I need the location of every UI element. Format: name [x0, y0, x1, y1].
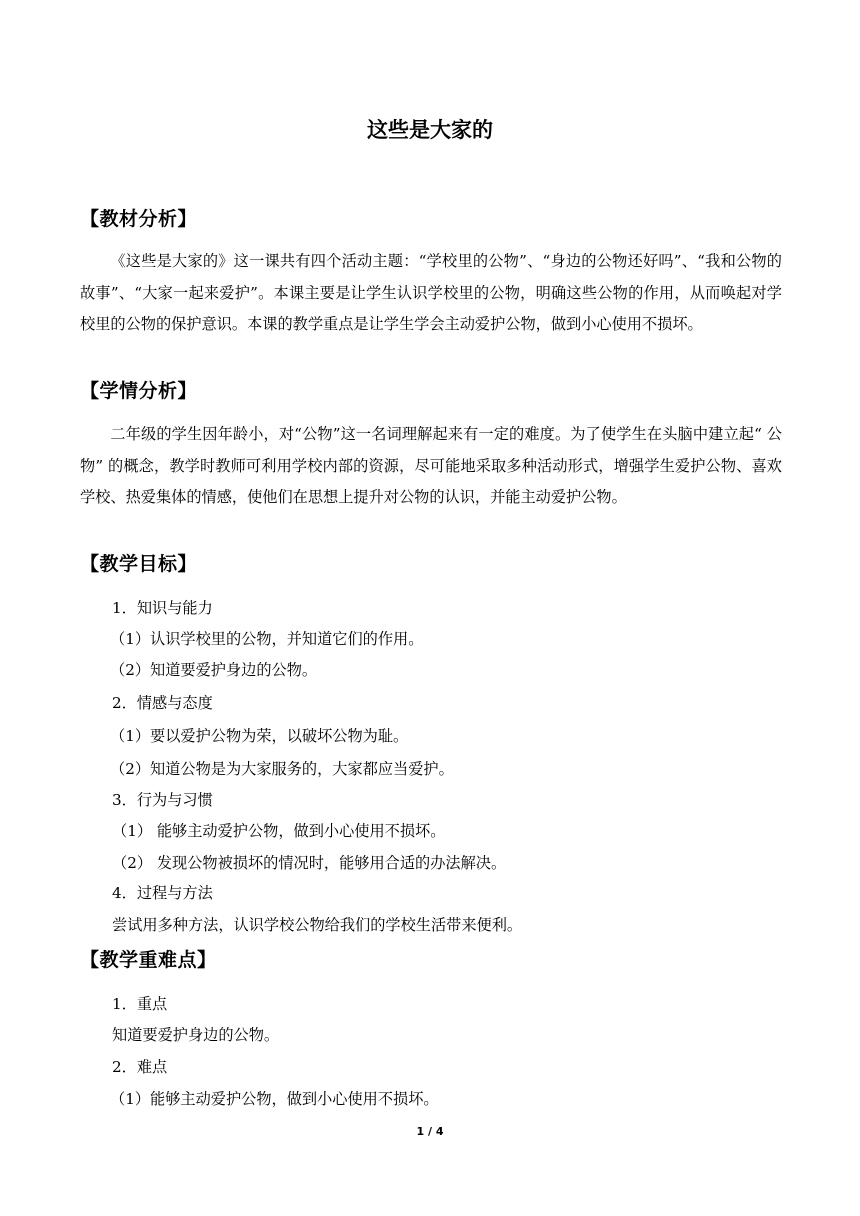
- section-heading-key-difficult-points: 【教学重难点】: [80, 949, 217, 971]
- page-number: 1 / 4: [416, 1125, 444, 1138]
- objective-line: （2）知道要爱护身边的公物。: [110, 661, 318, 679]
- section-heading-textbook-analysis: 【教材分析】: [80, 208, 198, 230]
- key-point-line: 知道要爱护身边的公物。: [112, 1026, 280, 1044]
- objective-line: 3．行为与习惯: [112, 791, 213, 809]
- section-paragraph-student-analysis: 二年级的学生因年龄小，对“公物”这一名词理解起来有一定的难度。为了使学生在头脑中建立起“ 公物” 的概念，教学时教师可利用学校内部的资源，尽可能地采取多种活动形式，增强学生爱护公物、喜欢学校、热爱集体的情感，使他们在思想上提升对公物的认识，并能主动爱护公物。: [80, 425, 782, 506]
- section-heading-teaching-objectives: 【教学目标】: [80, 553, 198, 575]
- objective-line: （1）认识学校里的公物，并知道它们的作用。: [110, 630, 424, 648]
- objective-line: （1）要以爱护公物为荣，以破坏公物为耻。: [110, 727, 409, 745]
- key-point-line: 2．难点: [112, 1058, 168, 1076]
- section-paragraph-textbook-analysis: 《这些是大家的》这一课共有四个活动主题：“学校里的公物”、“身边的公物还好吗”、“我和公物的故事”、“大家一起来爱护”。本课主要是让学生认识学校里的公物，明确这些公物的作用，从而唤起对学校里的公物的保护意识。本课的教学重点是让学生学会主动爱护公物，做到小心使用不损坏。: [80, 252, 782, 333]
- objective-line: 4．过程与方法: [112, 884, 213, 902]
- document-title: 这些是大家的: [367, 118, 493, 142]
- section-heading-student-analysis: 【学情分析】: [80, 380, 198, 402]
- key-point-line: 1．重点: [112, 995, 168, 1013]
- objective-line: （1） 能够主动爱护公物，做到小心使用不损坏。: [112, 822, 446, 840]
- key-point-line: （1）能够主动爱护公物，做到小心使用不损坏。: [110, 1090, 439, 1108]
- objective-line: 1．知识与能力: [112, 599, 213, 617]
- objective-line: （2）知道公物是为大家服务的，大家都应当爱护。: [110, 760, 454, 778]
- objective-line: （2） 发现公物被损坏的情况时，能够用合适的办法解决。: [112, 854, 507, 872]
- objective-line: 2．情感与态度: [112, 694, 213, 712]
- objective-line: 尝试用多种方法，认识学校公物给我们的学校生活带来便利。: [112, 916, 523, 934]
